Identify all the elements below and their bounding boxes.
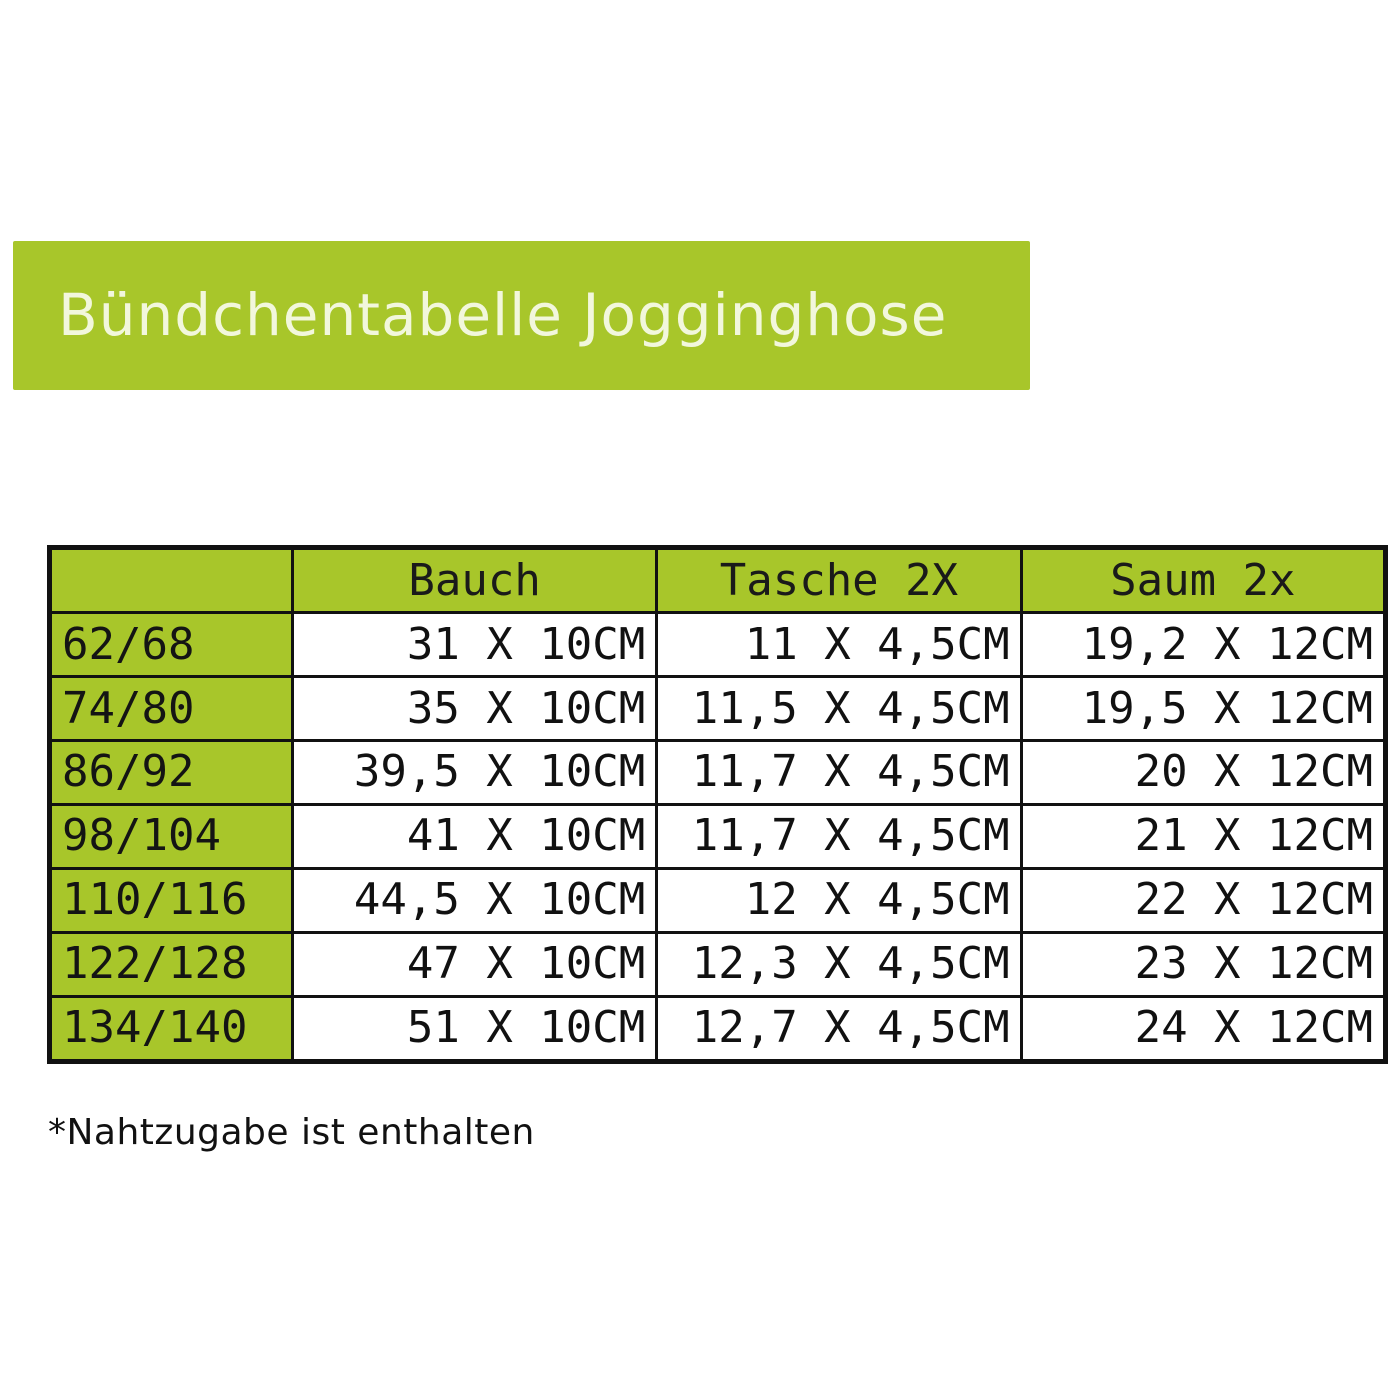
- table-row: [50, 932, 1386, 996]
- bauch-cell: 47 X 10CM: [292, 932, 656, 996]
- header-cell-tasche: Tasche 2X: [657, 548, 1021, 613]
- table-row: [50, 613, 1386, 677]
- size-cell: 110/116: [50, 868, 293, 932]
- tasche-cell: 12,7 X 4,5CM: [657, 996, 1021, 1061]
- size-cell: 98/104: [50, 804, 293, 868]
- saum-cell: 24 X 12CM: [1021, 996, 1385, 1061]
- saum-cell: 19,2 X 12CM: [1021, 613, 1385, 677]
- saum-cell: 19,5 X 12CM: [1021, 677, 1385, 741]
- size-cell: 134/140: [50, 996, 293, 1061]
- saum-cell: 20 X 12CM: [1021, 741, 1385, 805]
- table-row: [50, 677, 1386, 741]
- bauch-cell: 35 X 10CM: [292, 677, 656, 741]
- saum-cell: 21 X 12CM: [1021, 804, 1385, 868]
- bauch-cell: 51 X 10CM: [292, 996, 656, 1061]
- tasche-cell: 11,7 X 4,5CM: [657, 741, 1021, 805]
- tasche-cell: 11 X 4,5CM: [657, 613, 1021, 677]
- bauch-cell: 41 X 10CM: [292, 804, 656, 868]
- table-row: [50, 741, 1386, 805]
- size-cell: 74/80: [50, 677, 293, 741]
- tasche-cell: 11,5 X 4,5CM: [657, 677, 1021, 741]
- size-cell: 122/128: [50, 932, 293, 996]
- footnote: *Nahtzugabe ist enthalten: [48, 1112, 535, 1153]
- size-table: [47, 545, 1388, 1064]
- header-cell-size: [50, 548, 293, 613]
- header-cell-bauch: Bauch: [292, 548, 656, 613]
- title-banner: [13, 241, 1030, 390]
- saum-cell: 22 X 12CM: [1021, 868, 1385, 932]
- table-header-row: [50, 548, 1386, 613]
- tasche-cell: 12 X 4,5CM: [657, 868, 1021, 932]
- size-cell: 62/68: [50, 613, 293, 677]
- table-row: [50, 996, 1386, 1061]
- size-cell: 86/92: [50, 741, 293, 805]
- header-cell-saum: Saum 2x: [1021, 548, 1385, 613]
- table-row: [50, 804, 1386, 868]
- bauch-cell: 31 X 10CM: [292, 613, 656, 677]
- tasche-cell: 12,3 X 4,5CM: [657, 932, 1021, 996]
- bauch-cell: 44,5 X 10CM: [292, 868, 656, 932]
- page-title: Bündchentabelle Jogginghose: [58, 281, 948, 349]
- table-row: [50, 868, 1386, 932]
- tasche-cell: 11,7 X 4,5CM: [657, 804, 1021, 868]
- bauch-cell: 39,5 X 10CM: [292, 741, 656, 805]
- saum-cell: 23 X 12CM: [1021, 932, 1385, 996]
